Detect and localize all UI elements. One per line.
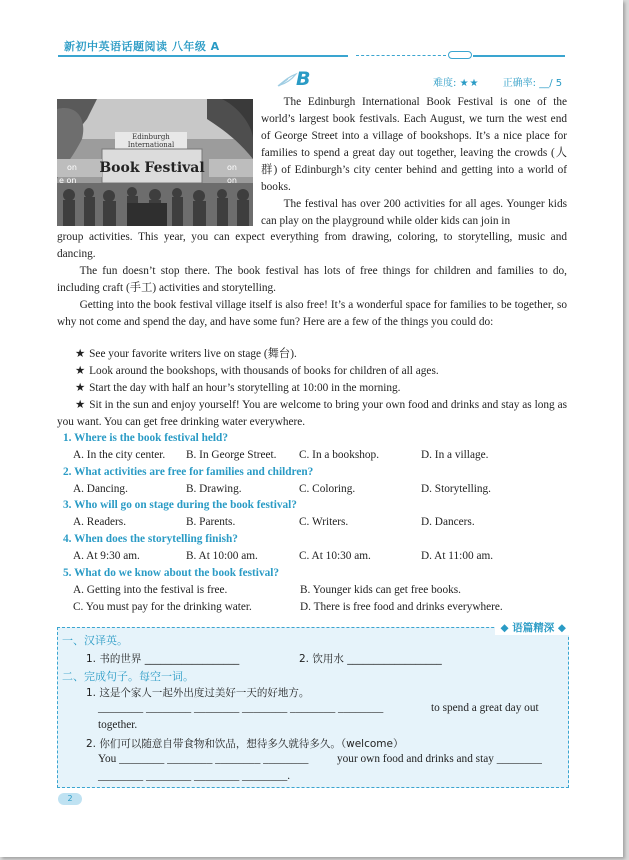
star-icon: ★ (75, 348, 86, 360)
header-dashed-rule (356, 55, 446, 56)
translate-item-2[interactable]: 2. 饮用水 __________________ (299, 653, 442, 665)
list-item: ★ Start the day with half an hour’s storytelling at 10:00 in the morning. (75, 382, 401, 394)
option-c[interactable]: C. In a bookshop. (299, 449, 380, 461)
option-c[interactable]: C. At 10:30 am. (299, 550, 371, 562)
sentence-1-tail: to spend a great day out (431, 702, 539, 714)
header-rule-right (473, 55, 565, 57)
star-icon: ★ (75, 382, 86, 394)
header-pill-ornament (448, 51, 472, 59)
sign-right-1: on (227, 163, 237, 172)
option-b[interactable]: B. In George Street. (186, 449, 277, 461)
section-letter: B (296, 68, 311, 90)
sentence-1-blanks[interactable]: ________ ________ ________ ________ ________ ________ (98, 702, 384, 714)
option-a[interactable]: A. Readers. (73, 516, 127, 528)
star-icon: ★ (75, 399, 86, 411)
difficulty-label: 难度: (433, 78, 457, 89)
feather-icon (276, 72, 298, 88)
option-a[interactable]: A. Dancing. (73, 483, 128, 495)
question-3: 3. Who will go on stage during the book festival? A. Readers. B. Parents. C. Writers. D. Dancers. (57, 497, 577, 531)
option-d[interactable]: D. In a village. (421, 449, 489, 461)
star-icon: ★ (75, 365, 86, 377)
option-b[interactable]: B. At 10:00 am. (186, 550, 258, 562)
list-item: ★ Look around the bookshops, with thousands of books for children of all ages. (75, 365, 439, 377)
option-d[interactable]: D. There is free food and drinks everywhere. (300, 601, 503, 613)
sentence-1-chinese: 1. 这是个家人一起外出度过美好一天的好地方。 (86, 687, 310, 699)
option-b[interactable]: B. Parents. (186, 516, 236, 528)
passage-paragraph-1: The Edinburgh International Book Festival is one of the world’s largest book festivals. Each August, we turn the west end of George Street into a village of bookshops. It’s a nice place for families to spend a great day out together, leaving the crowds (人群) of Edinburgh’s city center behind and getting into a world of books. The festival has over 200 activities for all ages. Younger kids can play on the playground while older kids can join in (261, 96, 567, 227)
sentence-2-chinese: 2. 你们可以随意自带食物和饮品，想待多久就待多久。（welcome） (86, 738, 404, 750)
accuracy-value: __/ 5 (539, 78, 563, 89)
question-5: 5. What do we know about the book festival? A. Getting into the festival is free. B. Younger kids can get free books. C. You must pay for the drinking water. D. There is free food and drinks everywhere. (57, 565, 577, 616)
festival-photo (57, 99, 253, 226)
sign-left-2: e on (59, 176, 77, 185)
option-c[interactable]: C. You must pay for the drinking water. (73, 601, 252, 613)
sentence-2-line-1a[interactable]: You ________ ________ ________ ________ (98, 753, 309, 765)
option-a[interactable]: A. In the city center. (73, 449, 166, 461)
passage-paragraph-2-cont: group activities. This year, you can expect everything from drawing, coloring, to storytelling, music and dancing. The fun doesn’t stop there. The book festival has lots of free things for children and families to do, including craft (手工) activities and storytelling. Getting into the book festival village itself is also free! It’s a wonderful space for families to be together, so why not come and spend the day, and have some fun? Here are a few of the things you could do: (57, 229, 567, 331)
option-d[interactable]: D. Dancers. (421, 516, 475, 528)
sentence-2-line-2[interactable]: ________ ________ ________ ________. (98, 770, 291, 782)
exercise-badge: ◆ 语篇精深 ◆ (495, 620, 572, 635)
list-item: ★ See your favorite writers live on stage (舞台). (75, 348, 297, 360)
difficulty-stars: ★★ (459, 78, 480, 89)
sign-main: Book Festival (99, 160, 205, 176)
page-number: 2 (58, 793, 82, 805)
option-c[interactable]: C. Coloring. (299, 483, 356, 495)
section-2-title: 二、完成句子。每空一词。 (62, 670, 194, 683)
exercise-box (57, 622, 569, 788)
option-a[interactable]: A. At 9:30 am. (73, 550, 140, 562)
festival-photo-image (57, 99, 253, 226)
option-c[interactable]: C. Writers. (299, 516, 349, 528)
list-item: ★ Sit in the sun and enjoy yourself! You are welcome to bring your own food and drinks and stay as long as you want. You can get free drinking water everywhere. (57, 399, 567, 428)
question-4: 4. When does the storytelling finish? A. At 9:30 am. B. At 10:00 am. C. At 10:30 am. D. At 11:00 am. (57, 531, 577, 565)
option-a[interactable]: A. Getting into the festival is free. (73, 584, 228, 596)
series-title: 新初中英语话题阅读 八年级 A (64, 40, 220, 53)
sentence-2-line-1b[interactable]: your own food and drinks and stay ________ (337, 753, 542, 765)
activities-list (57, 346, 567, 431)
difficulty-rating (433, 74, 562, 89)
option-b[interactable]: B. Younger kids can get free books. (300, 584, 461, 596)
option-b[interactable]: B. Drawing. (186, 483, 242, 495)
translate-item-1[interactable]: 1. 书的世界 __________________ (86, 653, 240, 665)
passage-paragraph-3: The fun doesn’t stop there. The book festival has lots of free things for children and families to do, including craft (手工) activities and storytelling. (57, 265, 567, 294)
option-d[interactable]: D. At 11:00 am. (421, 550, 494, 562)
option-d[interactable]: D. Storytelling. (421, 483, 491, 495)
sign-line-2: International (127, 141, 175, 149)
section-1-title: 一、汉译英。 (62, 634, 128, 647)
question-1: 1. Where is the book festival held? A. In the city center. B. In George Street. C. In a bookshop. D. In a village. (57, 430, 577, 464)
accuracy-label: 正确率: (502, 78, 537, 89)
sign-right-2: on (227, 176, 237, 185)
question-2: 2. What activities are free for families and children? A. Dancing. B. Drawing. C. Coloring. D. Storytelling. (57, 464, 577, 498)
sign-left-1: on (67, 163, 77, 172)
header-rule (58, 55, 348, 57)
sentence-1-end: together. (98, 719, 138, 731)
sign-line-1: Edinburgh (132, 133, 170, 141)
passage-paragraph-4: Getting into the book festival village itself is also free! It’s a wonderful space for families to be together, so why not come and spend the day, and have some fun? Here are a few of the things you could do: (57, 299, 567, 328)
